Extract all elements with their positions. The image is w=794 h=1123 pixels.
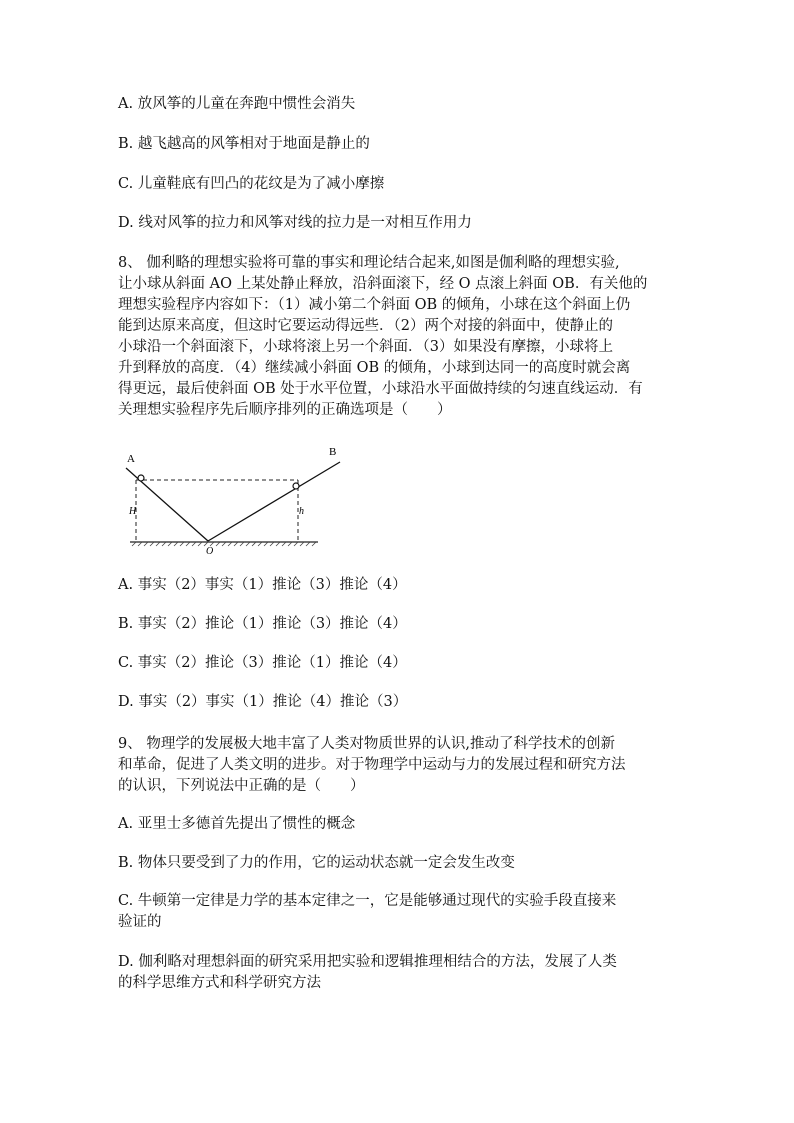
q9-stem-line: 的认识，下列说法中正确的是（ ） <box>118 778 365 794</box>
q9-stem-line: 和革命，促进了人类文明的进步。对于物理学中运动与力的发展过程和研究方法 <box>118 757 626 773</box>
q9-stem-line: 9、 物理学的发展极大地丰富了人类对物质世界的认识,推动了科学技术的创新 <box>118 736 615 752</box>
q8-stem <box>118 253 678 421</box>
label-a: A <box>127 453 135 465</box>
q8-stem-line: 关理想实验程序先后顺序排列的正确选项是（ ） <box>118 402 452 418</box>
q8-stem-line: 8、 伽利略的理想实验将可靠的事实和理论结合起来,如图是伽利略的理想实验, <box>118 255 620 271</box>
label-b: B <box>329 446 337 458</box>
q9-option-d-line: 的科学思维方式和科学研究方法 <box>118 975 321 991</box>
q9-option-c-line: C. 牛顿第一定律是力学的基本定律之一，它是能够通过现代的实验手段直接来 <box>118 893 617 909</box>
q8-stem-line: 得更远，最后使斜面 OB 处于水平位置，小球沿水平面做持续的匀速直线运动．有 <box>118 381 643 397</box>
label-h-large: H <box>129 506 137 517</box>
q8-stem-line: 能到达原来高度，但这时它要运动得远些．（2）两个对接的斜面中，使静止的 <box>118 318 613 334</box>
q8-stem-line: 让小球从斜面 AO 上某处静止释放，沿斜面滚下，经 O 点滚上斜面 OB．有关他的 <box>118 276 648 292</box>
ball-end <box>293 483 299 489</box>
q9-option-a: A. 亚里士多德首先提出了惯性的概念 <box>118 816 356 832</box>
q9-option-d-line: D. 伽利略对理想斜面的研究采用把实验和逻辑推理相结合的方法，发展了人类 <box>118 954 617 970</box>
label-h-small: h <box>299 506 304 517</box>
q8-option-b: B. 事实（2）推论（1）推论（3）推论（4） <box>118 616 407 632</box>
slope-ob <box>208 462 340 541</box>
q8-stem-line: 升到释放的高度．（4）继续减小斜面 OB 的倾角，小球到达同一的高度时就会离 <box>118 360 631 376</box>
q8-option-a: A. 事实（2）事实（1）推论（3）推论（4） <box>118 577 407 593</box>
inclined-plane-figure <box>118 440 358 560</box>
q9-option-d <box>118 952 678 994</box>
q9-stem <box>118 734 678 797</box>
q7-option-d: D. 线对风筝的拉力和风筝对线的拉力是一对相互作用力 <box>118 215 472 231</box>
q8-stem-line: 小球沿一个斜面滚下，小球将滚上另一个斜面．（3）如果没有摩擦，小球将上 <box>118 339 613 355</box>
q8-option-d: D. 事实（2）事实（1）推论（4）推论（3） <box>118 694 408 710</box>
q8-stem-line: 理想实验程序内容如下：（1）减小第二个斜面 OB 的倾角，小球在这个斜面上仍 <box>118 297 631 313</box>
q8-option-c: C. 事实（2）推论（3）推论（1）推论（4） <box>118 655 407 671</box>
q7-option-b: B. 越飞越高的风筝相对于地面是静止的 <box>118 136 370 152</box>
q9-option-c <box>118 891 678 933</box>
label-o: O <box>206 546 214 557</box>
ball-start <box>138 475 144 481</box>
q7-option-c: C. 儿童鞋底有凹凸的花纹是为了减小摩擦 <box>118 176 385 192</box>
q9-option-c-line: 验证的 <box>118 914 162 930</box>
q9-option-b: B. 物体只要受到了力的作用，它的运动状态就一定会发生改变 <box>118 855 515 871</box>
q7-option-a: A. 放风筝的儿童在奔跑中惯性会消失 <box>118 96 356 112</box>
